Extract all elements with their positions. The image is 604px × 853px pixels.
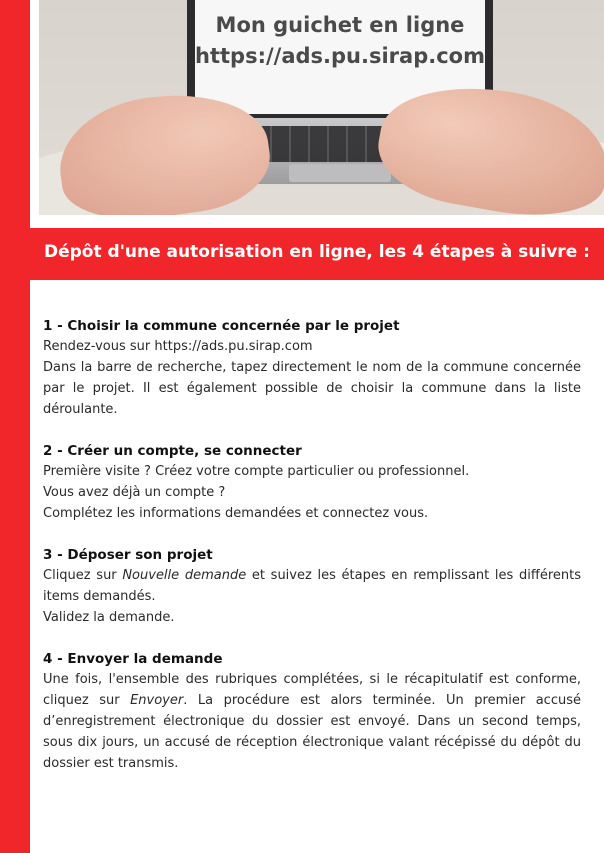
- step-2: [43, 441, 581, 524]
- step-1-line-2: Dans la barre de recherche, tapez directement le nom de la commune concernée par le projet. Il est également possible de choisir la commune dans la liste déroulante.: [43, 360, 581, 417]
- step-4: [43, 649, 581, 774]
- step-3-line-1-suffix: et suivez les étapes en remplissant les différents items demandés.: [43, 568, 581, 604]
- hero-title-line1: Mon guichet en ligne: [215, 13, 465, 37]
- left-accent-bar: [0, 0, 30, 853]
- laptop-trackpad: [289, 164, 391, 182]
- banner-title: Dépôt d'une autorisation en ligne, les 4 étapes à suivre :: [44, 242, 590, 262]
- step-4-para-prefix: Une fois, l'ensemble des rubriques complétées, si le récapitulatif est conforme, cliquez sur: [43, 672, 581, 708]
- step-3-line-1-prefix: Cliquez sur: [43, 568, 123, 583]
- step-2-line-1: Première visite ? Créez votre compte particulier ou professionnel.: [43, 464, 470, 479]
- step-3-line-2: Validez la demande.: [43, 610, 175, 625]
- step-2-line-3: Complétez les informations demandées et connectez vous.: [43, 506, 429, 521]
- step-1-line-1: Rendez-vous sur https://ads.pu.sirap.com: [43, 339, 313, 354]
- steps-content: [43, 316, 581, 795]
- step-3-title: 3 - Déposer son projet: [43, 547, 213, 563]
- step-1-title: 1 - Choisir la commune concernée par le projet: [43, 318, 400, 334]
- step-4-title: 4 - Envoyer la demande: [43, 651, 223, 667]
- step-3: [43, 545, 581, 628]
- step-4-paragraph: [43, 669, 581, 774]
- hero-title: [195, 10, 485, 72]
- step-1: [43, 316, 581, 420]
- step-3-new-request-emphasis: Nouvelle demande: [122, 568, 247, 583]
- step-2-line-2: Vous avez déjà un compte ?: [43, 485, 226, 500]
- step-3-line-1: [43, 565, 581, 607]
- step-4-para-suffix: . La procédure est alors terminée. Un premier accusé d’enregistrement électronique du dossier est envoyé. Dans un second temps, sous dix jours, un accusé de réception électronique valant récépissé du dépôt du dossier est transmis.: [43, 693, 581, 771]
- hero-title-url: https://ads.pu.sirap.com: [195, 44, 485, 68]
- step-2-title: 2 - Créer un compte, se connecter: [43, 443, 302, 459]
- hero-photo: [39, 0, 604, 215]
- step-4-send-emphasis: Envoyer: [130, 693, 184, 708]
